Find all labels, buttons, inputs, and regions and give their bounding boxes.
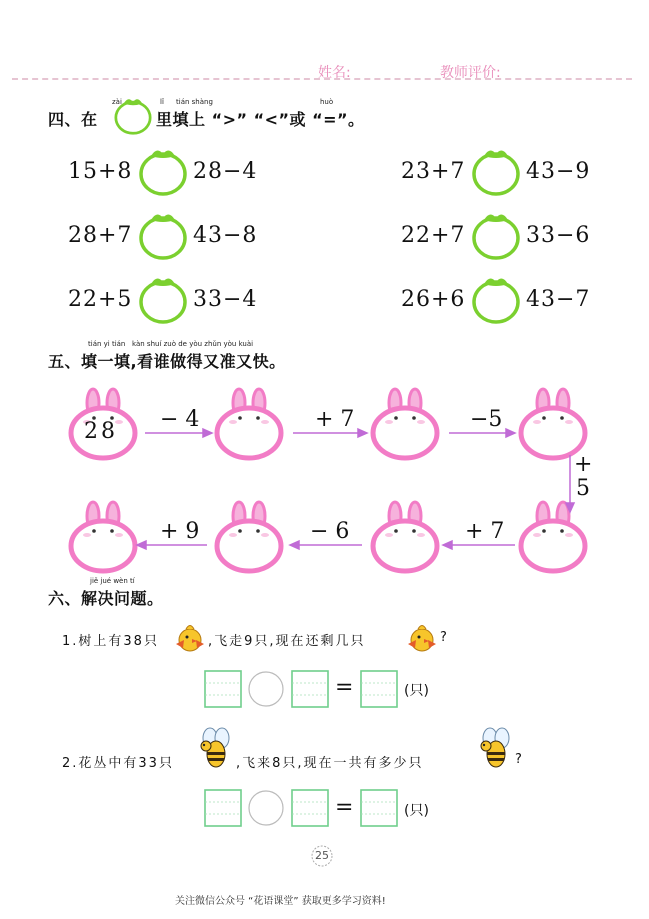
compare-left-1: 15+8 <box>68 159 133 184</box>
problem1-part1: 1.树上有38只 <box>62 634 159 649</box>
chain-op-2: + 7 <box>315 407 355 432</box>
chain-op-4: + 7 <box>465 519 505 544</box>
teacher-evaluation-label: 教师评价: <box>440 65 501 81</box>
compare-right-3: 43−8 <box>193 223 258 248</box>
section5-title: 五、填一填,看谁做得又准又快。 <box>48 352 286 371</box>
footer-note: 关注微信公众号 “花语课堂” 获取更多学习资料! <box>175 896 386 907</box>
pinyin-tian-shang: tián shàng <box>176 98 213 106</box>
section4-title-post: 里填上 “>” “<”或 “=”。 <box>156 110 365 129</box>
compare-left-3: 28+7 <box>68 223 133 248</box>
compare-left-6: 26+6 <box>401 287 466 312</box>
chain-op-down-num: 5 <box>576 476 590 501</box>
problem2-part3: ? <box>515 752 524 767</box>
compare-right-1: 28−4 <box>193 159 258 184</box>
compare-left-5: 22+5 <box>68 287 133 312</box>
pinyin-huo: huò <box>320 98 334 106</box>
compare-left-4: 22+7 <box>401 223 466 248</box>
name-label: 姓名: <box>318 65 351 81</box>
pinyin-zai: zài <box>112 98 122 106</box>
compare-right-2: 43−9 <box>526 159 591 184</box>
chain-op-1: − 4 <box>160 407 200 432</box>
section4-title-pre: 四、在 <box>48 110 98 129</box>
compare-left-2: 23+7 <box>401 159 466 184</box>
page-number: 25 <box>315 849 329 862</box>
pinyin-li: lǐ <box>160 98 164 106</box>
problem2-part1: 2.花丛中有33只 <box>62 756 174 771</box>
problem1-unit: (只) <box>404 683 429 699</box>
problem2-part2: ,飞来8只,现在一共有多少只 <box>236 756 424 771</box>
section6-title: 六、解决问题。 <box>48 589 164 608</box>
section5-pinyin: tián yi tián kàn shuí zuò de yòu zhǔn yòu kuài <box>88 340 254 348</box>
chain-op-3: −5 <box>470 407 503 432</box>
chain-start-value: 28 <box>84 419 118 444</box>
problem2-equals: = <box>335 795 354 820</box>
problem2-unit: (只) <box>404 803 429 819</box>
section6-pinyin: jiě jué wèn tí <box>90 577 135 585</box>
compare-right-6: 43−7 <box>526 287 591 312</box>
problem1-part2: ,飞走9只,现在还剩几只 <box>208 634 366 649</box>
compare-right-5: 33−4 <box>193 287 258 312</box>
chain-op-6: + 9 <box>160 519 200 544</box>
problem1-part3: ? <box>440 630 449 645</box>
chain-op-down-sign: + <box>574 452 593 477</box>
problem1-equals: = <box>335 675 354 700</box>
chain-op-5: − 6 <box>310 519 350 544</box>
compare-right-4: 33−6 <box>526 223 591 248</box>
